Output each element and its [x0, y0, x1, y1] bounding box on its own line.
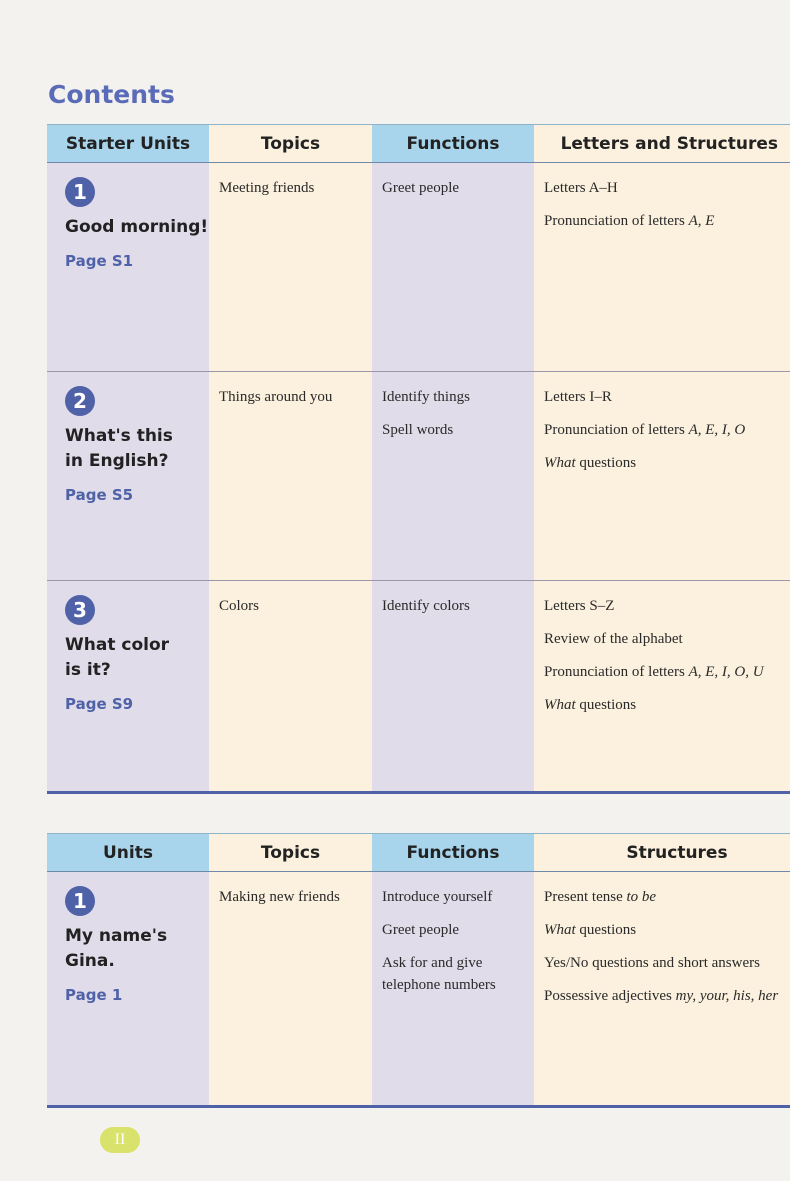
table-row	[47, 872, 790, 1108]
topics-cell	[209, 163, 372, 371]
unit-title: What's this in English?	[65, 426, 173, 471]
functions-cell	[372, 163, 534, 371]
function-item: Identify colors	[382, 598, 470, 614]
functions-cell	[372, 581, 534, 791]
unit-page: Page S5	[65, 486, 134, 504]
structures-cell	[534, 163, 790, 371]
function-item: Introduce yourself	[382, 889, 493, 905]
unit-title: What color is it?	[65, 635, 170, 680]
table-row	[47, 372, 790, 581]
unit-number-badge: 1	[65, 177, 95, 207]
structure-item: What questions	[544, 922, 637, 938]
functions-cell	[372, 872, 534, 1105]
structure-item: Letters I–R	[544, 389, 612, 405]
functions-cell	[372, 372, 534, 580]
header-topics: Topics	[209, 125, 372, 162]
table-header	[47, 833, 790, 872]
function-item: Greet people	[382, 180, 460, 196]
structure-item: Pronunciation of letters A, E, I, O	[544, 422, 746, 438]
unit-number-badge: 3	[65, 595, 95, 625]
structure-item: Letters S–Z	[544, 598, 615, 614]
topic-item: Colors	[219, 598, 260, 614]
unit-cell	[47, 163, 209, 371]
unit-number-badge: 2	[65, 386, 95, 416]
structures-cell	[534, 581, 790, 791]
function-item: Greet people	[382, 922, 460, 938]
page-title: Contents	[48, 80, 175, 109]
units-table	[47, 833, 790, 1108]
topic-item: Things around you	[219, 389, 333, 405]
function-item: Ask for and give telephone numbers	[382, 955, 496, 993]
structure-item: What questions	[544, 455, 637, 471]
table-row	[47, 581, 790, 794]
page-number-badge: II	[100, 1127, 140, 1153]
topics-cell	[209, 372, 372, 580]
structures-cell	[534, 872, 790, 1105]
header-functions: Functions	[372, 834, 534, 871]
structure-item: Letters A–H	[544, 180, 618, 196]
unit-page: Page S9	[65, 695, 134, 713]
header-letters-structures: Letters and Structures	[534, 125, 790, 162]
table-header	[47, 124, 790, 163]
structure-item: Pronunciation of letters A, E, I, O, U	[544, 664, 764, 680]
starter-units-table	[47, 124, 790, 794]
header-starter-units: Starter Units	[47, 125, 209, 162]
function-item: Spell words	[382, 422, 454, 438]
header-structures: Structures	[534, 834, 790, 871]
header-functions: Functions	[372, 125, 534, 162]
topic-item: Meeting friends	[219, 180, 315, 196]
topic-item: Making new friends	[219, 889, 340, 905]
unit-page: Page 1	[65, 986, 123, 1004]
unit-number-badge: 1	[65, 886, 95, 916]
function-item: Identify things	[382, 389, 470, 405]
structure-item: Present tense to be	[544, 889, 657, 905]
structures-cell	[534, 372, 790, 580]
unit-title: My name's Gina.	[65, 926, 168, 971]
unit-title: Good morning!	[65, 217, 209, 237]
topics-cell	[209, 872, 372, 1105]
unit-cell	[47, 372, 209, 580]
header-topics: Topics	[209, 834, 372, 871]
structure-item: Review of the alphabet	[544, 631, 683, 647]
structure-item: Yes/No questions and short answers	[544, 955, 760, 971]
table-row	[47, 163, 790, 372]
structure-item: Possessive adjectives my, your, his, her	[544, 988, 779, 1004]
topics-cell	[209, 581, 372, 791]
structure-item: What questions	[544, 697, 637, 713]
header-units: Units	[47, 834, 209, 871]
structure-item: Pronunciation of letters A, E	[544, 213, 715, 229]
unit-cell	[47, 872, 209, 1105]
unit-page: Page S1	[65, 252, 134, 270]
unit-cell	[47, 581, 209, 791]
